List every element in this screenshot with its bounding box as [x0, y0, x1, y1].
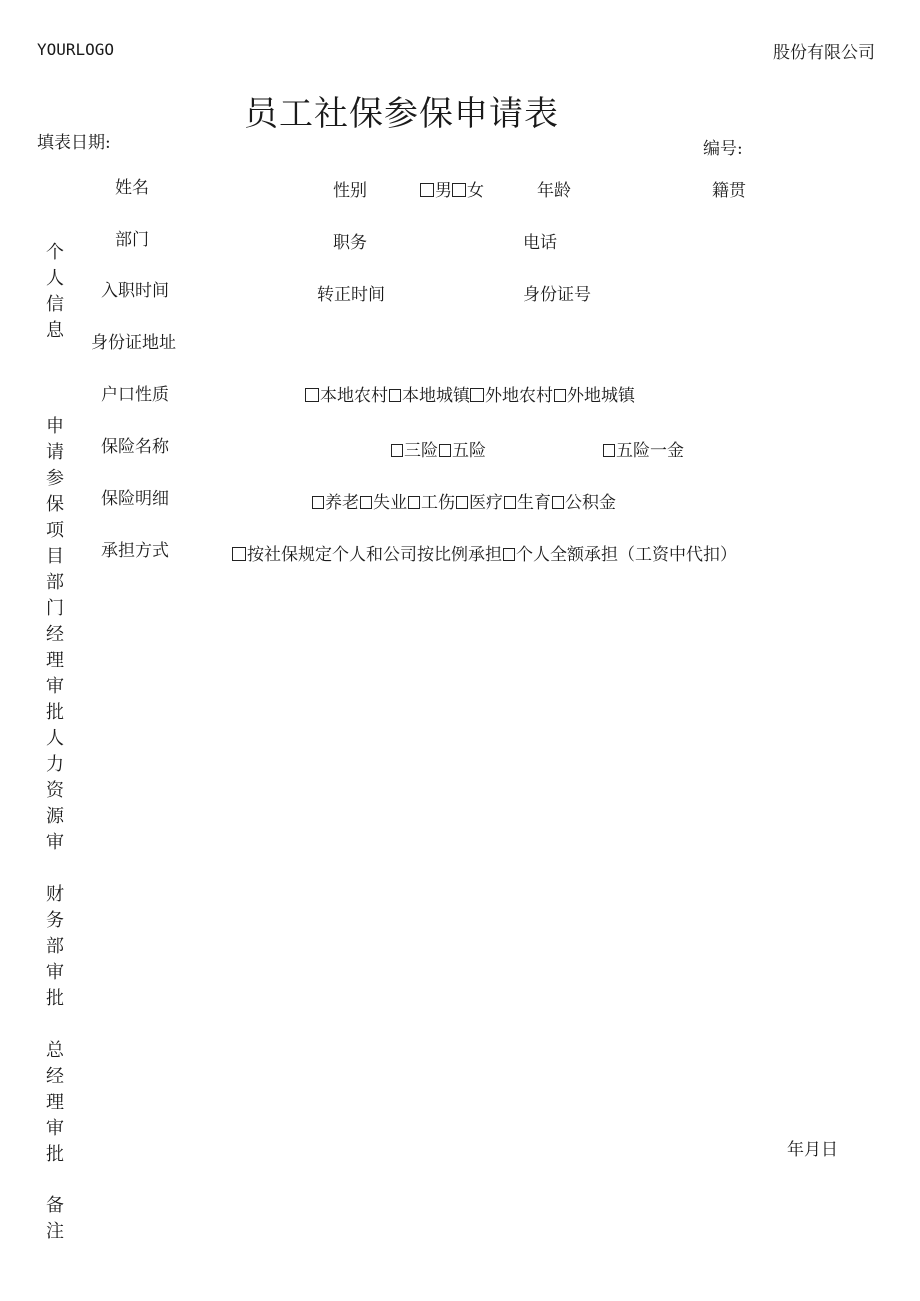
- nonlocal-rural-label: 外地农村: [485, 386, 553, 406]
- signature-date: 年月日: [787, 1140, 838, 1160]
- housing-fund-checkbox[interactable]: [552, 496, 564, 509]
- insurance-detail-options[interactable]: [311, 495, 616, 512]
- unemployment-checkbox[interactable]: [360, 496, 372, 509]
- section-personal-info: 个人信息: [46, 242, 64, 341]
- form-number-label: 编号:: [703, 139, 743, 159]
- female-checkbox[interactable]: [452, 183, 466, 197]
- five-insurances-checkbox[interactable]: [439, 444, 451, 457]
- id-address-label: 身份证地址: [91, 333, 176, 353]
- maternity-label: 生育: [517, 493, 551, 513]
- section-finance-approval: 财务部审批: [46, 884, 64, 1009]
- nonlocal-rural-checkbox[interactable]: [470, 388, 484, 402]
- form-title: 员工社保参保申请表: [244, 94, 559, 134]
- company-name: 股份有限公司: [773, 43, 875, 63]
- local-rural-checkbox[interactable]: [305, 388, 319, 402]
- household-options[interactable]: [305, 388, 635, 405]
- phone-label: 电话: [523, 233, 557, 253]
- male-option-label: 男: [435, 181, 452, 201]
- entry-time-label: 入职时间: [101, 281, 169, 301]
- id-number-label: 身份证号: [523, 285, 591, 305]
- department-label: 部门: [115, 230, 149, 250]
- bearing-method-options[interactable]: [232, 547, 737, 564]
- nonlocal-urban-checkbox[interactable]: [554, 389, 566, 402]
- native-place-label: 籍贯: [712, 181, 746, 201]
- housing-fund-label: 公积金: [565, 493, 616, 513]
- position-label: 职务: [333, 233, 367, 253]
- female-option-label: 女: [467, 181, 484, 201]
- medical-checkbox[interactable]: [456, 496, 468, 509]
- proportional-checkbox[interactable]: [232, 547, 246, 561]
- gender-options[interactable]: [420, 183, 484, 200]
- company-logo: YOURLOGO: [37, 40, 115, 59]
- insurance-name-options[interactable]: [390, 443, 486, 460]
- individual-full-checkbox[interactable]: [503, 548, 515, 561]
- five-insurances-one-fund-label: 五险一金: [616, 441, 684, 461]
- medical-label: 医疗: [469, 493, 503, 513]
- pension-label: 养老: [325, 493, 359, 513]
- bearing-method-label: 承担方式: [101, 541, 169, 561]
- local-urban-checkbox[interactable]: [389, 389, 401, 402]
- insurance-name-label: 保险名称: [101, 437, 169, 457]
- nonlocal-urban-label: 外地城镇: [567, 386, 635, 406]
- five-insurances-one-fund-checkbox[interactable]: [603, 444, 615, 457]
- section-remark: 备注: [46, 1195, 64, 1242]
- work-injury-label: 工伤: [421, 493, 455, 513]
- proportional-label: 按社保规定个人和公司按比例承担: [247, 545, 502, 565]
- three-insurances-checkbox[interactable]: [391, 444, 403, 457]
- maternity-checkbox[interactable]: [504, 496, 516, 509]
- section-gm-approval: 总经理审批: [46, 1040, 64, 1165]
- section-hr-approval: 人力资源审: [46, 728, 64, 853]
- local-urban-label: 本地城镇: [402, 386, 470, 406]
- three-insurances-label: 三险: [404, 441, 438, 461]
- regular-time-label: 转正时间: [317, 285, 385, 305]
- male-checkbox[interactable]: [420, 183, 434, 197]
- section-dept-manager-approval: 部门经理审批: [46, 572, 64, 723]
- section-application: 申请参保项目: [46, 416, 64, 567]
- five-insurances-label: 五险: [452, 441, 486, 461]
- unemployment-label: 失业: [373, 493, 407, 513]
- insurance-detail-label: 保险明细: [101, 489, 169, 509]
- work-injury-checkbox[interactable]: [408, 496, 420, 509]
- five-insurances-one-fund-option[interactable]: [602, 443, 684, 460]
- household-type-label: 户口性质: [101, 385, 169, 405]
- name-label: 姓名: [115, 178, 149, 198]
- gender-label: 性别: [333, 181, 367, 201]
- pension-checkbox[interactable]: [312, 496, 324, 509]
- local-rural-label: 本地农村: [320, 386, 388, 406]
- age-label: 年龄: [537, 181, 571, 201]
- individual-full-label: 个人全额承担（工资中代扣）: [516, 545, 737, 565]
- fill-date-label: 填表日期:: [37, 133, 111, 153]
